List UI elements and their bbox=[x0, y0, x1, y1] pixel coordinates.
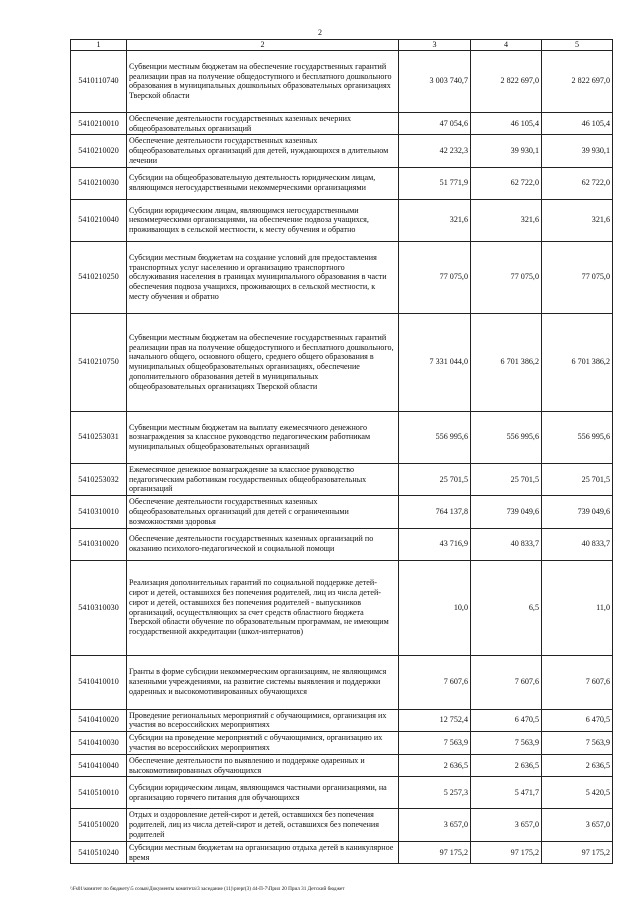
table-row bbox=[71, 528, 613, 560]
table-row bbox=[71, 199, 613, 241]
value-column-5-cell: 2 822 697,0 bbox=[542, 50, 613, 112]
description-cell: Субвенции местным бюджетам на выплату ежемесячного денежного вознаграждения за классное руководство педагогическим работникам муниципальных общеобразовательных организаций bbox=[127, 411, 399, 463]
value-column-4-cell: 6 701 386,2 bbox=[471, 313, 542, 411]
description-cell: Реализация дополнительных гарантий по социальной поддержке детей-сирот и детей, оставшихся без попечения родителей, лиц из числа детей-сирот и детей, оставшихся без попечения родителей - выпускников организаций, осуществляющих за счет средств областного бюджета Тверской области обучение по образовательным программам, не имеющим государственной аккредитации (школ-интернатов) bbox=[127, 560, 399, 655]
value-column-4-cell: 2 636,5 bbox=[471, 754, 542, 777]
budget-code-cell: 5410253032 bbox=[71, 463, 127, 495]
value-column-3-cell: 10,0 bbox=[399, 560, 471, 655]
value-column-4-cell: 6,5 bbox=[471, 560, 542, 655]
value-column-3-cell: 3 657,0 bbox=[399, 809, 471, 841]
value-column-5-cell: 6 701 386,2 bbox=[542, 313, 613, 411]
table-row bbox=[71, 167, 613, 199]
value-column-3-cell: 5 257,3 bbox=[399, 777, 471, 809]
budget-code-cell: 5410510240 bbox=[71, 841, 127, 864]
value-column-5-cell: 556 995,6 bbox=[542, 411, 613, 463]
value-column-5-cell: 11,0 bbox=[542, 560, 613, 655]
value-column-4-cell: 5 471,7 bbox=[471, 777, 542, 809]
description-cell: Субсидии местным бюджетам на создание условий для предоставления транспортных услуг населению и организацию транспортного обслуживания населения в границах муниципального образования в части обеспечения подвоза учащихся, проживающих в сельской местности, к месту обучения и обратно bbox=[127, 241, 399, 313]
value-column-4-cell: 739 049,6 bbox=[471, 496, 542, 528]
value-column-4-cell: 2 822 697,0 bbox=[471, 50, 542, 112]
budget-code-cell: 5410410020 bbox=[71, 709, 127, 732]
value-column-5-cell: 97 175,2 bbox=[542, 841, 613, 864]
budget-code-cell: 5410110740 bbox=[71, 50, 127, 112]
table-row bbox=[71, 777, 613, 809]
value-column-3-cell: 7 331 044,0 bbox=[399, 313, 471, 411]
description-cell: Обеспечение деятельности государственных казенных вечерних общеобразовательных организаций bbox=[127, 112, 399, 135]
value-column-5-cell: 5 420,5 bbox=[542, 777, 613, 809]
table-row bbox=[71, 496, 613, 528]
value-column-5-cell: 3 657,0 bbox=[542, 809, 613, 841]
description-cell: Ежемесячное денежное вознаграждение за классное руководство педагогическим работникам государственных общеобразовательных организаций bbox=[127, 463, 399, 495]
table-row bbox=[71, 809, 613, 841]
description-cell: Субвенции местным бюджетам на обеспечение государственных гарантий реализации прав на получение общедоступного и бесплатного дошкольного образования в муниципальных дошкольных образовательных организациях Тверской области bbox=[127, 50, 399, 112]
value-column-5-cell: 739 049,6 bbox=[542, 496, 613, 528]
description-cell: Обеспечение деятельности государственных казенных организаций по оказанию психолого-педагогической и социальной помощи bbox=[127, 528, 399, 560]
description-cell: Субсидии местным бюджетам на организацию отдыха детей в каникулярное время bbox=[127, 841, 399, 864]
value-column-3-cell: 7 607,6 bbox=[399, 655, 471, 709]
value-column-4-cell: 97 175,2 bbox=[471, 841, 542, 864]
value-column-4-cell: 7 607,6 bbox=[471, 655, 542, 709]
table-row bbox=[71, 560, 613, 655]
value-column-5-cell: 39 930,1 bbox=[542, 135, 613, 167]
description-cell: Обеспечение деятельности государственных казенных общеобразовательных организаций для детей, нуждающихся в длительном лечении bbox=[127, 135, 399, 167]
table-row bbox=[71, 709, 613, 732]
description-cell: Субсидии на общеобразовательную деятельность юридическим лицам, являющимся негосударственными некоммерческими организациями bbox=[127, 167, 399, 199]
value-column-4-cell: 77 075,0 bbox=[471, 241, 542, 313]
value-column-4-cell: 40 833,7 bbox=[471, 528, 542, 560]
value-column-5-cell: 321,6 bbox=[542, 199, 613, 241]
description-cell: Субсидии на проведение мероприятий с обучающимися, организацию их участия во всероссийских мероприятиях bbox=[127, 732, 399, 755]
value-column-4-cell: 321,6 bbox=[471, 199, 542, 241]
description-cell: Гранты в форме субсидии некоммерческим организациям, не являющимся казенными учреждениями, на развитие системы выявления и поддержки одаренных и высокомотивированных обучающихся bbox=[127, 655, 399, 709]
column-header-1: 1 bbox=[71, 40, 127, 51]
budget-code-cell: 5410310010 bbox=[71, 496, 127, 528]
column-header-3: 3 bbox=[399, 40, 471, 51]
value-column-3-cell: 42 232,3 bbox=[399, 135, 471, 167]
budget-code-cell: 5410210020 bbox=[71, 135, 127, 167]
budget-code-cell: 5410410030 bbox=[71, 732, 127, 755]
budget-code-cell: 5410410040 bbox=[71, 754, 127, 777]
value-column-4-cell: 6 470,5 bbox=[471, 709, 542, 732]
header-row bbox=[71, 40, 613, 51]
table-row bbox=[71, 732, 613, 755]
description-cell: Проведение региональных мероприятий с обучающимися, организация их участия во всероссийских мероприятиях bbox=[127, 709, 399, 732]
table-row bbox=[71, 754, 613, 777]
description-cell: Субвенции местным бюджетам на обеспечение государственных гарантий реализации прав на получение общедоступного и бесплатного дошкольного, начального общего, основного общего, среднего общего образования в муниципальных общеобразовательных организациях, обеспечение дополнительного образования детей в муниципальных общеобразовательных организациях Тверской области bbox=[127, 313, 399, 411]
table-row bbox=[71, 135, 613, 167]
budget-code-cell: 5410210250 bbox=[71, 241, 127, 313]
value-column-3-cell: 3 003 740,7 bbox=[399, 50, 471, 112]
value-column-5-cell: 46 105,4 bbox=[542, 112, 613, 135]
value-column-3-cell: 43 716,9 bbox=[399, 528, 471, 560]
table-row bbox=[71, 50, 613, 112]
value-column-3-cell: 2 636,5 bbox=[399, 754, 471, 777]
budget-code-cell: 5410210030 bbox=[71, 167, 127, 199]
value-column-5-cell: 25 701,5 bbox=[542, 463, 613, 495]
value-column-5-cell: 77 075,0 bbox=[542, 241, 613, 313]
column-header-5: 5 bbox=[542, 40, 613, 51]
budget-code-cell: 5410210750 bbox=[71, 313, 127, 411]
description-cell: Субсидии юридическим лицам, являющимся частными организациями, на организацию горячего питания для обучающихся bbox=[127, 777, 399, 809]
budget-code-cell: 5410310020 bbox=[71, 528, 127, 560]
value-column-5-cell: 62 722,0 bbox=[542, 167, 613, 199]
budget-code-cell: 5410210040 bbox=[71, 199, 127, 241]
value-column-5-cell: 7 607,6 bbox=[542, 655, 613, 709]
value-column-5-cell: 7 563,9 bbox=[542, 732, 613, 755]
value-column-3-cell: 51 771,9 bbox=[399, 167, 471, 199]
table-row bbox=[71, 112, 613, 135]
column-header-2: 2 bbox=[127, 40, 399, 51]
value-column-4-cell: 46 105,4 bbox=[471, 112, 542, 135]
column-header-4: 4 bbox=[471, 40, 542, 51]
description-cell: Обеспечение деятельности государственных казенных общеобразовательных организаций для детей с ограниченными возможностями здоровья bbox=[127, 496, 399, 528]
budget-code-cell: 5410410010 bbox=[71, 655, 127, 709]
budget-code-cell: 5410253031 bbox=[71, 411, 127, 463]
budget-code-cell: 5410510010 bbox=[71, 777, 127, 809]
value-column-4-cell: 556 995,6 bbox=[471, 411, 542, 463]
description-cell: Отдых и оздоровление детей-сирот и детей, оставшихся без попечения родителей, лиц из числа детей-сирот и детей, оставшихся без попечения родителей bbox=[127, 809, 399, 841]
budget-code-cell: 5410210010 bbox=[71, 112, 127, 135]
value-column-3-cell: 25 701,5 bbox=[399, 463, 471, 495]
value-column-3-cell: 7 563,9 bbox=[399, 732, 471, 755]
value-column-5-cell: 6 470,5 bbox=[542, 709, 613, 732]
value-column-5-cell: 2 636,5 bbox=[542, 754, 613, 777]
table-row bbox=[71, 411, 613, 463]
budget-code-cell: 5410310030 bbox=[71, 560, 127, 655]
value-column-4-cell: 7 563,9 bbox=[471, 732, 542, 755]
value-column-4-cell: 3 657,0 bbox=[471, 809, 542, 841]
value-column-3-cell: 764 137,8 bbox=[399, 496, 471, 528]
description-cell: Обеспечение деятельности по выявлению и поддержке одаренных и высокомотивированных обучающихся bbox=[127, 754, 399, 777]
value-column-3-cell: 12 752,4 bbox=[399, 709, 471, 732]
description-cell: Субсидии юридическим лицам, являющимся негосударственными некоммерческими организациями, на обеспечение подвоза учащихся, проживающих в сельской местности, к месту обучения и обратно bbox=[127, 199, 399, 241]
table-row bbox=[71, 241, 613, 313]
table-row bbox=[71, 655, 613, 709]
value-column-4-cell: 39 930,1 bbox=[471, 135, 542, 167]
value-column-3-cell: 321,6 bbox=[399, 199, 471, 241]
value-column-3-cell: 556 995,6 bbox=[399, 411, 471, 463]
value-column-3-cell: 77 075,0 bbox=[399, 241, 471, 313]
value-column-5-cell: 40 833,7 bbox=[542, 528, 613, 560]
table-row bbox=[71, 463, 613, 495]
value-column-4-cell: 62 722,0 bbox=[471, 167, 542, 199]
value-column-4-cell: 25 701,5 bbox=[471, 463, 542, 495]
budget-table bbox=[70, 39, 613, 864]
value-column-3-cell: 97 175,2 bbox=[399, 841, 471, 864]
file-path-footer: \\Fs01\комитет по бюджету\5 созыв\Документы комитета\3 заседание (11)\prepr(3) 44-П-7\Прил 20 Прил 31 Детский бюджет bbox=[70, 886, 345, 892]
table-row bbox=[71, 313, 613, 411]
page-number: 2 bbox=[318, 28, 322, 37]
table-row bbox=[71, 841, 613, 864]
value-column-3-cell: 47 054,6 bbox=[399, 112, 471, 135]
budget-code-cell: 5410510020 bbox=[71, 809, 127, 841]
